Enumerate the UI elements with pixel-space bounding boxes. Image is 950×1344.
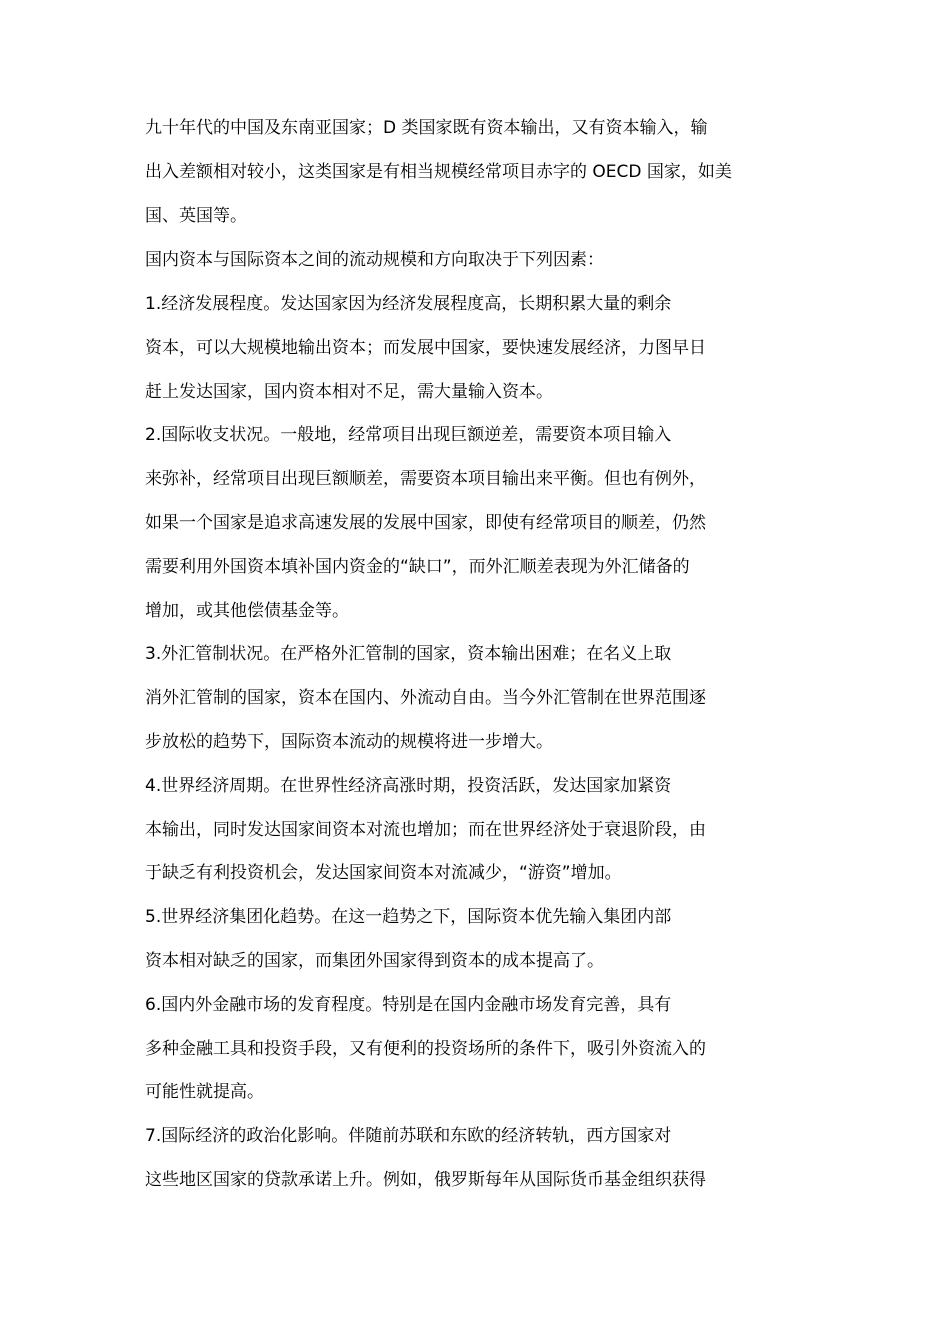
text-line: 6.国内外金融市场的发育程度。特别是在国内金融市场发育完善，具有: [145, 995, 672, 1015]
text-line: 九十年代的中国及东南亚国家；D 类国家既有资本输出，又有资本输入，输: [145, 118, 708, 138]
text-line: 赶上发达国家，国内资本相对不足，需大量输入资本。: [145, 382, 553, 402]
text-line: 7.国际经济的政治化影响。伴随前苏联和东欧的经济转轨，西方国家对: [145, 1126, 672, 1146]
text-line: 1.经济发展程度。发达国家因为经济发展程度高，长期积累大量的剩余: [145, 294, 672, 314]
text-line: 5.世界经济集团化趋势。在这一趋势之下，国际资本优先输入集团内部: [145, 907, 672, 927]
text-line: 来弥补，经常项目出现巨额顺差，需要资本项目输出来平衡。但也有例外，: [145, 469, 706, 489]
text-line: 4.世界经济周期。在世界性经济高涨时期，投资活跃，发达国家加紧资: [145, 776, 672, 796]
text-line: 需要利用外国资本填补国内资金的“缺口”，而外汇顺差表现为外汇储备的: [145, 557, 690, 577]
text-line: 步放松的趋势下，国际资本流动的规模将进一步增大。: [145, 732, 553, 752]
text-line: 国、英国等。: [145, 206, 247, 226]
text-line: 出入差额相对较小，这类国家是有相当规模经常项目赤字的 OECD 国家，如美: [145, 162, 732, 182]
text-line: 资本相对缺乏的国家，而集团外国家得到资本的成本提高了。: [145, 951, 604, 971]
text-line: 资本，可以大规模地输出资本；而发展中国家，要快速发展经济，力图早日: [145, 338, 706, 358]
text-line: 多种金融工具和投资手段，又有便利的投资场所的条件下，吸引外资流入的: [145, 1039, 706, 1059]
text-line: 如果一个国家是追求高速发展的发展中国家，即使有经常项目的顺差，仍然: [145, 513, 706, 533]
text-line: 可能性就提高。: [145, 1082, 264, 1102]
text-line: 国内资本与国际资本之间的流动规模和方向取决于下列因素：: [145, 250, 604, 270]
text-line: 3.外汇管制状况。在严格外汇管制的国家，资本输出困难；在名义上取: [145, 644, 672, 664]
text-line: 2.国际收支状况。一般地，经常项目出现巨额逆差，需要资本项目输入: [145, 425, 672, 445]
text-line: 本输出，同时发达国家间资本对流也增加；而在世界经济处于衰退阶段，由: [145, 820, 706, 840]
text-line: 消外汇管制的国家，资本在国内、外流动自由。当今外汇管制在世界范围逐: [145, 688, 706, 708]
text-line: 增加，或其他偿债基金等。: [145, 601, 349, 621]
text-line: 于缺乏有利投资机会，发达国家间资本对流减少，“游资”增加。: [145, 863, 622, 883]
text-line: 这些地区国家的贷款承诺上升。例如，俄罗斯每年从国际货币基金组织获得: [145, 1170, 706, 1190]
